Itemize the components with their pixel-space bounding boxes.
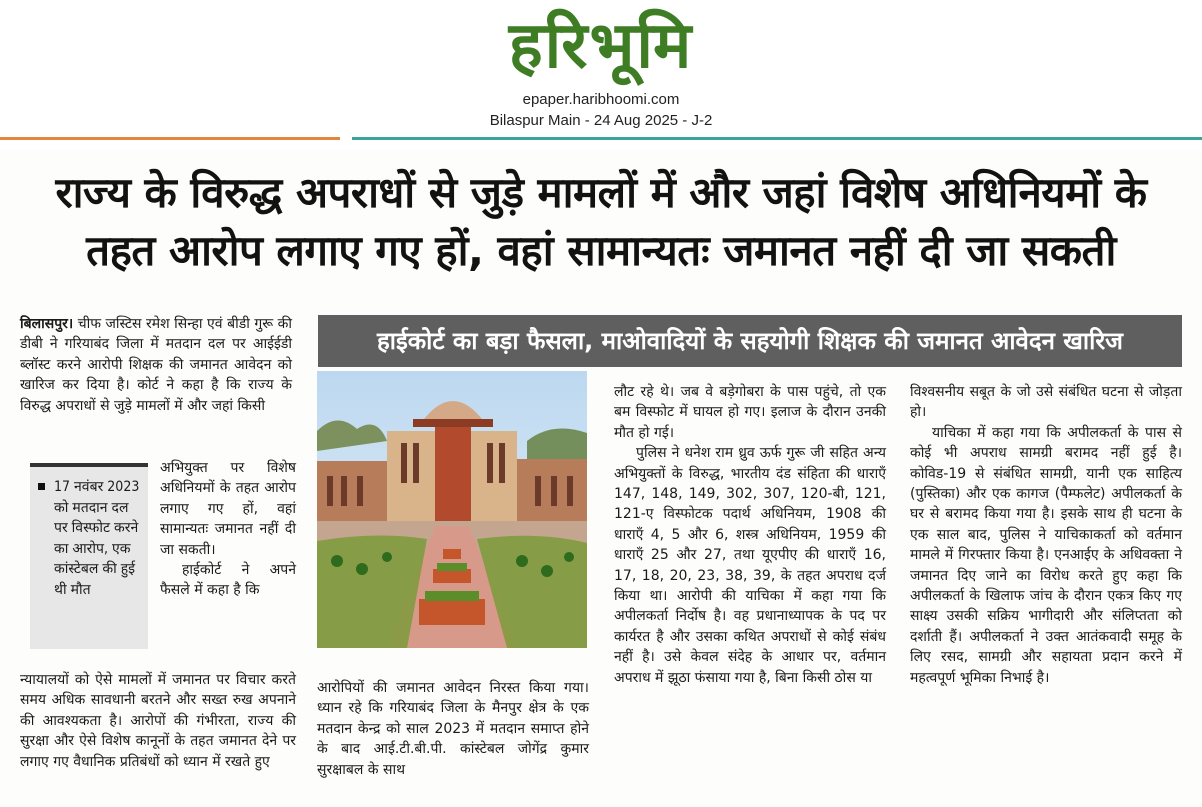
headline-line-2: तहत आरोप लगाए गए हों, वहां सामान्यतः जमानत नहीं दी जा सकती: [86, 226, 1116, 275]
fact-callout-box: [30, 463, 148, 649]
bullet-icon: [38, 483, 45, 490]
masthead: [0, 0, 1202, 140]
col1-para1: चीफ जस्टिस रमेश सिन्हा एवं बीडी गुरू की डीबी ने गरियाबंद जिला में मतदान दल पर आईईडी ब्लॉस्ट करने आरोपी शिक्षक की जमानत आवेदन को खारिज कर दिया है। कोर्ट ने कहा है कि राज्य के विरुद्ध अपराधों से जुड़े मामलों में और जहां किसी: [20, 316, 292, 414]
headline-line-1: राज्य के विरुद्ध अपराधों से जुड़े मामलों में और जहां विशेष अधिनियमों के: [55, 168, 1147, 217]
dateline: बिलासपुर।: [20, 316, 74, 332]
column-1-wrap: [160, 458, 296, 601]
column-2: [317, 678, 589, 780]
col4-para1: विश्वसनीय सबूत के जो उसे संबंधित घटना से जोड़ता हो।: [910, 384, 1182, 421]
col1-para2-wrap: हाईकोर्ट ने अपने फैसले में कहा है कि: [160, 562, 296, 599]
column-3: [614, 382, 886, 688]
article-subhead: हाईकोर्ट का बड़ा फैसला, माओवादियों के सहयोगी शिक्षक की जमानत आवेदन खारिज: [318, 315, 1182, 367]
col1-para2-rest: न्यायालयों को ऐसे मामलों में जमानत पर विचार करते समय अधिक सावधानी बरतने और सख्त रुख अपनाने की आवश्यकता है। आरोपों की गंभीरता, राज्य की सुरक्षा और ऐसे विशेष कानूनों के तहत जमानत देने पर लगाए गए वैधानिक प्रतिबंधों को ध्यान में रखते हुए: [20, 672, 296, 770]
haribhoomi-logo[interactable]: हरिभूमि: [508, 9, 694, 83]
callout-text: 17 नवंबर 2023 को मतदान दल पर विस्फोट करने का आरोप, एक कांस्टेबल की हुई थी मौत: [54, 479, 140, 598]
col3-para1: लौट रहे थे। जब वे बड़ेगोबरा के पास पहुंचे, तो एक बम विस्फोट में घायल हो गए। इलाज के दौरान उनकी मौत हो गई।: [614, 384, 886, 441]
column-1-bottom: [20, 670, 296, 772]
col3-para2: पुलिस ने धनेश राम ध्रुव ऊर्फ गुरू जी सहित अन्य अभियुक्तों के विरुद्ध, भारतीय दंड संहिता की धाराएँ 147, 148, 149, 302, 307, 120-बी, 121, 121-ए विस्फोटक पदार्थ अधिनियम, 1908 की धाराएँ 4, 5 और 6, शस्त्र अधिनियम, 1959 की धाराएँ 25 और 27, तथा यूएपीए की धाराएँ 16, 17, 18, 20, 23, 38, 39, के तहत अपराध दर्ज किया था। आरोपी की याचिका में कहा गया कि अपीलकर्ता निर्दोष है। वह प्रधानाध्यापक के पद पर कार्यरत है और उसका कथित अपराधों से कोई संबंध नहीं है। उसे केवल संदेह के आधार पर, वर्तमान अपराध में झूठा फंसाया गया है, बिना किसी ठोस या: [614, 445, 886, 686]
news-clipping: [0, 150, 1202, 807]
column-1-top: [20, 314, 292, 416]
col4-para2: याचिका में कहा गया कि अपीलकर्ता के पास से कोई भी अपराध सामग्री बरामद नहीं हुई है। कोविड-19 से संबंधित सामग्री, यानी एक साहित्य (पुस्तिका) और एक कागज (पैम्फलेट) अपीलकर्ता के घर से बरामद किया गया है। इसके साथ ही घटना के एक साल बाद, पुलिस ने याचिकाकर्ता को वर्तमान मामले में गिरफ्तार किया है। एनआईए के अधिवक्ता ने जमानत दिए जाने का विरोध करते हुए कहा कि अपीलकर्ता के खिलाफ जांच के दौरान एकत्र किए गए साक्ष्य उसकी सक्रिय भागीदारी और संलिप्तता को दर्शाती हैं। अपीलकर्ता ने उक्त आतंकवादी समूह के लिए रसद, सामग्री और सहायता प्रदान करने में महत्वपूर्ण भूमिका निभाई है।: [910, 424, 1182, 686]
edition-info: Bilaspur Main - 24 Aug 2025 - J-2: [489, 112, 713, 129]
masthead-rule-left: [0, 137, 340, 140]
epaper-url[interactable]: epaper.haribhoomi.com: [522, 91, 680, 108]
column-4: [910, 382, 1182, 688]
col2-para1: आरोपियों की जमानत आवेदन निरस्त किया गया। ध्यान रहे कि गरियाबंद जिला के मैनपुर क्षेत्र के एक मतदान केन्द्र को साल 2023 में मतदान समाप्त होने के बाद आई.टी.बी.पी. कांस्टेबल जोगेंद्र कुमार सुरक्षाबल के साथ: [317, 680, 589, 778]
article-headline: [10, 164, 1192, 280]
masthead-rule-right: [352, 137, 1202, 140]
col1-para1-wrap: अभियुक्त पर विशेष अधिनियमों के तहत आरोप लगाए गए हों, वहां सामान्यतः जमानत नहीं दी जा सकती।: [160, 460, 296, 558]
high-court-building-photo: [317, 371, 587, 648]
